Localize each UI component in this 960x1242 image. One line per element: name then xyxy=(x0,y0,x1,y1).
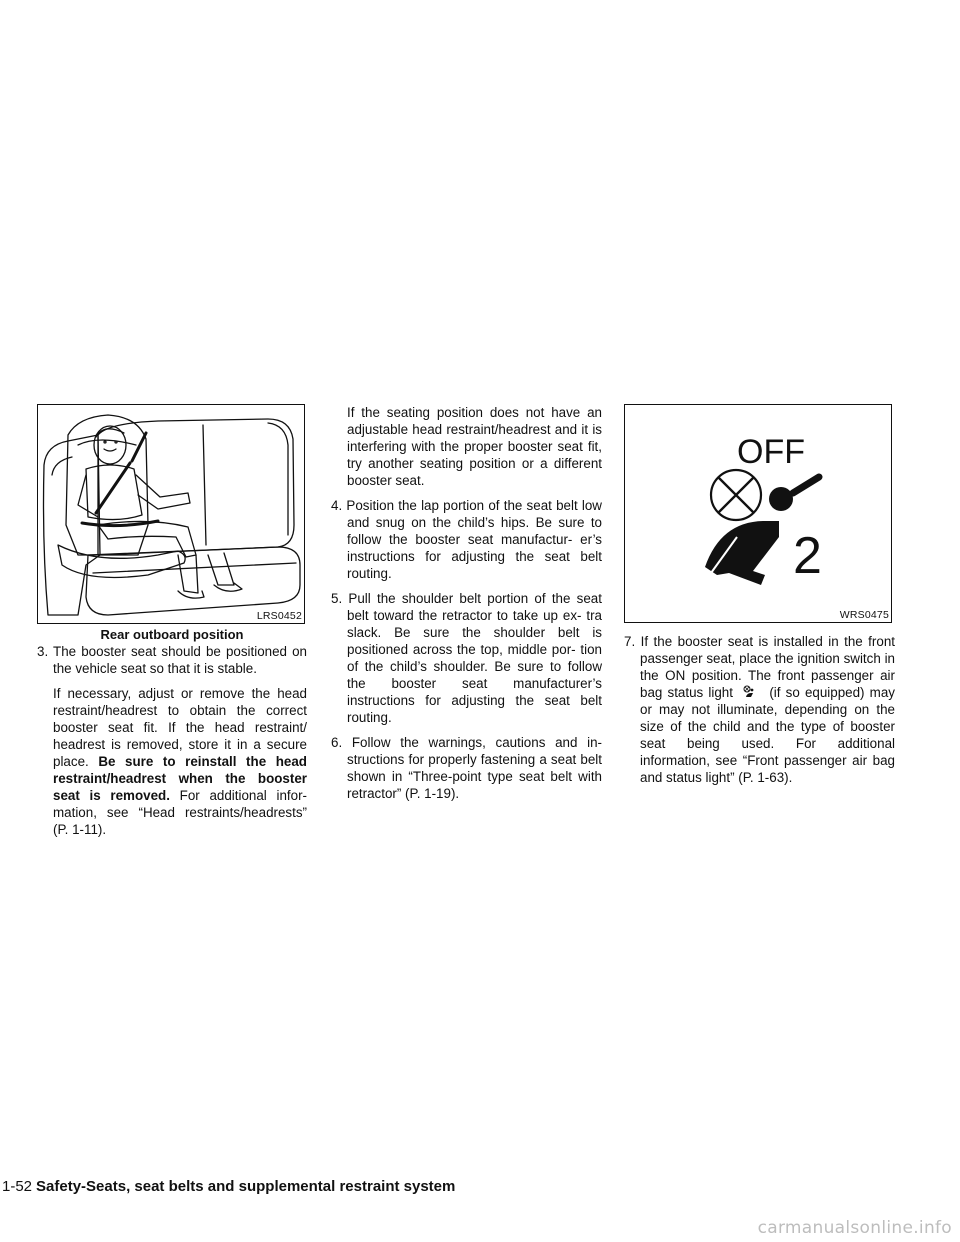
item-text: Position the lap portion of the seat belt low and snug on the child’s hips. Be sure to follow the booster seat manufactur- er’s instructions for adjusting the seat belt routing. xyxy=(346,498,602,581)
list-item-4 xyxy=(331,497,602,582)
column-2 xyxy=(331,404,602,802)
figure-airbag-off-indicator xyxy=(624,404,892,623)
figure-caption: Rear outboard position xyxy=(100,627,244,642)
figure-booster-seat xyxy=(37,404,305,624)
section-title: Safety-Seats, seat belts and supplemental restraint system xyxy=(36,1178,456,1195)
watermark: carmanualsonline.info xyxy=(757,1218,952,1238)
reference-text: For additional infor- mation, see “Head restraints/headrests” (P. 1-11). xyxy=(53,788,307,837)
booster-seat-illustration xyxy=(38,405,304,623)
column-3 xyxy=(624,404,895,786)
item-number: 5. xyxy=(331,591,343,606)
list-item-5 xyxy=(331,590,602,726)
seat-number: 2 xyxy=(793,527,822,585)
paragraph-text: If necessary, adjust or remove the head restraint/headrest to obtain the correct booster seat fit. If the head restraint/ headrest is removed, store it in a secure place. xyxy=(53,686,307,769)
item-text: Follow the warnings, cautions and in- structions for properly fastening a seat belt shown in “Three-point type seat belt with retractor” (P. 1-19). xyxy=(347,735,602,801)
off-label: OFF xyxy=(737,433,805,471)
page-footer xyxy=(2,1178,455,1196)
paragraph-head-restraint xyxy=(37,685,307,838)
figure-id: LRS0452 xyxy=(256,610,302,622)
item-text: Pull the shoulder belt portion of the seat belt toward the retractor to take up ex- tra slack. Be sure the shoulder belt is positioned across the top, middle por- tion of the child’s shoulder. Be sure to follow the booster seat manufacturer’s instructions for adjusting the seat belt routing. xyxy=(347,591,602,725)
page-number: 1-52 xyxy=(2,1178,33,1195)
list-item-3 xyxy=(37,643,307,677)
warning-text: Be sure to reinstall the head restraint/headrest when the booster seat is removed. xyxy=(53,754,307,803)
item-number: 3. xyxy=(37,644,49,659)
item-number: 6. xyxy=(331,735,343,750)
item-number: 4. xyxy=(331,498,343,513)
list-item-7 xyxy=(624,633,895,786)
list-item-6 xyxy=(331,734,602,802)
item-text: The booster seat should be positioned on the vehicle seat so that it is stable. xyxy=(53,644,308,676)
item-text: If the booster seat is installed in the front passenger seat, place the ignition switch in the ON position. The front passenger air bag status light xyxy=(640,634,895,700)
item-number: 7. xyxy=(624,634,636,649)
airbag-off-icon xyxy=(625,405,891,622)
item-text-continued: (if so equipped) may or may not illuminate, depending on the size of the child and the type of booster seat being used. For additional information, see “Front passenger air bag and status light” (P. 1-63). xyxy=(640,685,895,785)
passenger-airbag-status-icon xyxy=(738,685,764,699)
figure-id: WRS0475 xyxy=(839,609,889,621)
paragraph-seating-position: If the seating position does not have an adjustable head restraint/headrest and it is interfering with the proper booster seat fit, try another seating position or a different booster seat. xyxy=(347,405,602,488)
column-1 xyxy=(37,404,307,838)
